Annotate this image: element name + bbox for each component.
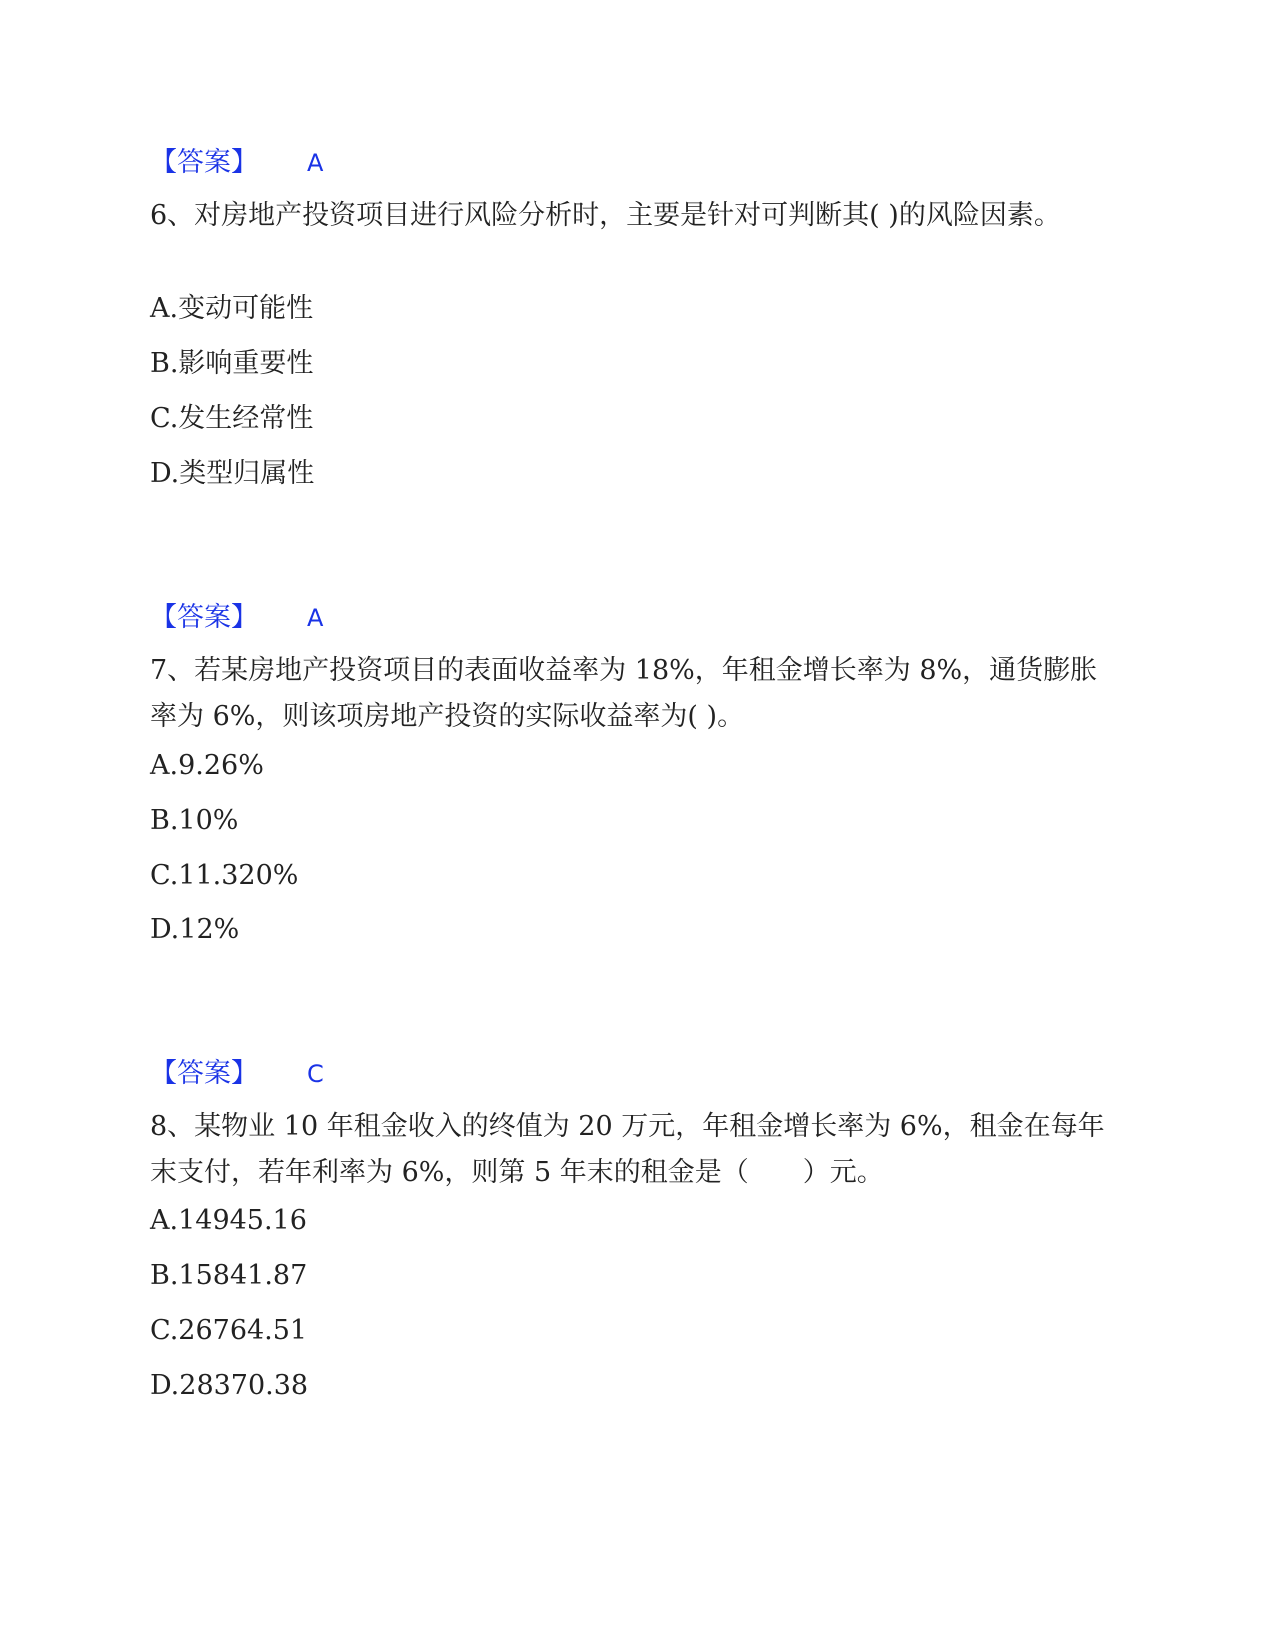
question-6-option-a: A.变动可能性 bbox=[150, 293, 314, 324]
question-6-option-b: B.影响重要性 bbox=[150, 348, 314, 379]
answer-line-q5 bbox=[150, 146, 323, 180]
question-6-text: 6、对房地产投资项目进行风险分析时，主要是针对可判断其( )的风险因素。 bbox=[150, 200, 1061, 231]
answer-value: C bbox=[307, 1060, 324, 1088]
question-8-option-b: B.15841.87 bbox=[150, 1260, 308, 1291]
question-7-option-b: B.10% bbox=[150, 805, 239, 836]
question-7-option-d: D.12% bbox=[150, 914, 240, 945]
question-7-option-a: A.9.26% bbox=[150, 750, 264, 781]
answer-line-q6 bbox=[150, 601, 323, 635]
answer-label: 【答案】 bbox=[150, 1058, 258, 1089]
question-8-text: 8、某物业 10 年租金收入的终值为 20 万元，年租金增长率为 6%，租金在每年末支付，若年利率为 6%，则第 5 年末的租金是（ ）元。 bbox=[150, 1111, 1105, 1188]
question-7-option-c: C.11.320% bbox=[150, 860, 299, 891]
question-6-option-c: C.发生经常性 bbox=[150, 403, 314, 434]
answer-label: 【答案】 bbox=[150, 147, 258, 178]
question-6-option-d: D.类型归属性 bbox=[150, 458, 315, 489]
answer-value: A bbox=[307, 149, 324, 177]
answer-label: 【答案】 bbox=[150, 602, 258, 633]
question-7-text: 7、若某房地产投资项目的表面收益率为 18%，年租金增长率为 8%，通货膨胀率为 6%，则该项房地产投资的实际收益率为( )。 bbox=[150, 655, 1098, 732]
answer-line-q7 bbox=[150, 1057, 324, 1091]
question-8-option-c: C.26764.51 bbox=[150, 1315, 308, 1346]
answer-value: A bbox=[307, 604, 324, 632]
question-8-option-d: D.28370.38 bbox=[150, 1370, 309, 1401]
question-8-option-a: A.14945.16 bbox=[150, 1205, 307, 1236]
